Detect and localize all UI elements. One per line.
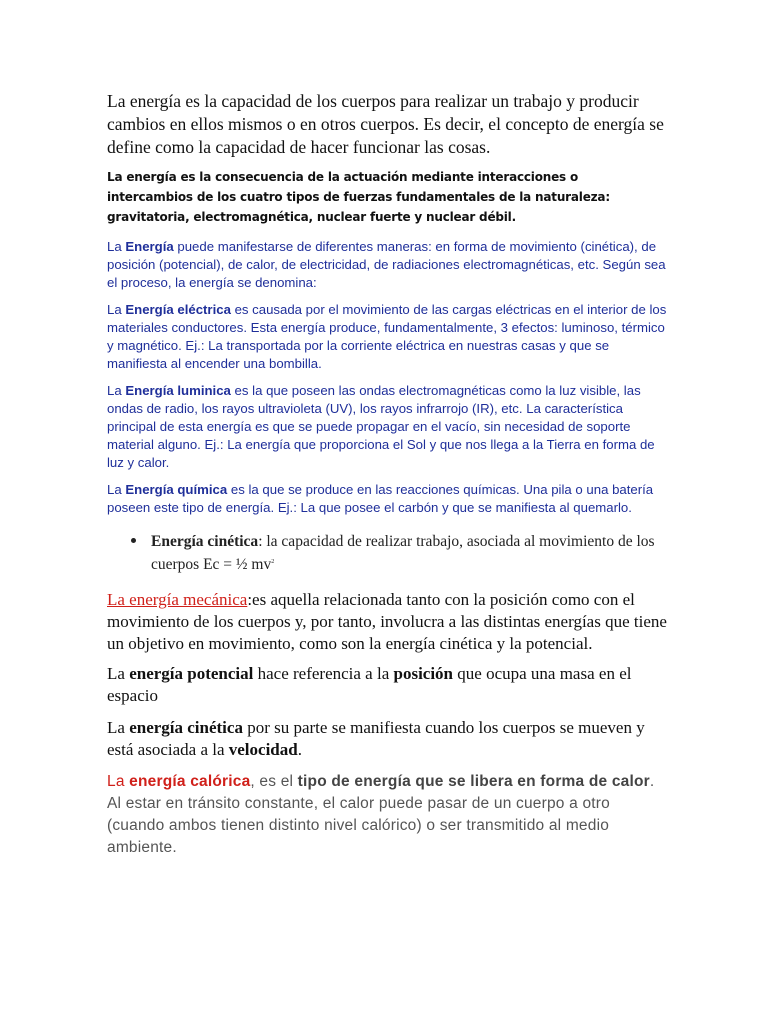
luminica-rest: es la que poseen las ondas electromagnéticas como la luz visible, las ondas de radio, los rayos ultravioleta (UV), los rayos infrarrojo (IR), etc. La característica principal de esta energía es que se puede propagar en el vacío, sin necesidad de soporte material alguno. Ej.: La energía que proporciona el Sol y que nos llega a la Tierra en forma de luz y calor. — [107, 383, 655, 470]
cinetica-term2: velocidad — [228, 740, 298, 760]
calorica-mid: , es el — [250, 773, 298, 791]
calorica-pre: La — [107, 773, 130, 791]
potencial-pre: La — [107, 664, 130, 684]
energia-mecanica-paragraph — [107, 589, 667, 655]
electrica-term: Energía eléctrica — [125, 302, 231, 317]
energia-quimica-paragraph — [107, 481, 667, 517]
fuerzas-paragraph: La energía es la consecuencia de la actuación mediante interacciones o intercambios de los cuatro tipos de fuerzas fundamentales de la naturaleza: gravitatoria, electromagnética, nuclear fuerte y nuclear débil. — [107, 170, 610, 224]
calorica-rest: . Al estar en tránsito constante, el calor puede pasar de un cuerpo a otro (cuando ambos tienen distinto nivel calórico) o ser transmitido al medio ambiente. — [107, 773, 655, 857]
list-item-energia-cinetica — [107, 531, 667, 575]
potencial-term: energía potencial — [129, 664, 254, 684]
quimica-rest: es la que se produce en las reacciones químicas. Una pila o una batería poseen este tipo de energía. Ej.: La que posee el carbón y que se manifiesta al quemarlo. — [107, 482, 654, 515]
quimica-term: Energía química — [125, 482, 228, 497]
energia-potencial-paragraph — [107, 663, 667, 707]
calorica-term: energía calórica — [129, 773, 251, 791]
quimica-pre: La — [107, 482, 126, 497]
intro-paragraph: La energía es la capacidad de los cuerpos para realizar un trabajo y producir cambios en ellos mismos o en otros cuerpos. Es decir, el concepto de energía se define como la capacidad de hacer funcionar las cosas. — [107, 91, 664, 157]
bullet-dot-icon — [131, 538, 136, 543]
potencial-mid: hace referencia a la — [253, 664, 394, 684]
luminica-pre: La — [107, 383, 126, 398]
energia-cinetica-paragraph — [107, 717, 667, 761]
cinetica-pre: La — [107, 718, 130, 738]
electrica-rest: es causada por el movimiento de las cargas eléctricas en el interior de los materiales conductores. Esta energía produce, fundamentalmente, 3 efectos: luminoso, térmico y magnético. Ej.: La transportada por la corriente eléctrica en nuestras casas y que se manifiesta al encender una bombilla. — [107, 302, 667, 371]
potencial-rest: que ocupa una masa en el espacio — [107, 664, 632, 706]
energia-calorica-paragraph — [107, 771, 667, 859]
formas-rest: puede manifestarse de diferentes maneras: en forma de movimiento (cinética), de posición (potencial), de calor, de electricidad, de radiaciones electromagnéticas, etc. Según sea el proceso, la energía se denomina: — [107, 239, 666, 290]
bullet-cinetica-sup: 2 — [271, 559, 275, 565]
electrica-pre: La — [107, 302, 126, 317]
document-page — [107, 90, 667, 859]
cinetica-mid: por su parte se manifiesta cuando los cuerpos se mueven y está asociada a la — [107, 718, 645, 760]
cinetica-rest: . — [297, 740, 302, 760]
mecanica-link[interactable]: La energía mecánica — [107, 590, 248, 610]
potencial-term2: posición — [393, 664, 454, 684]
luminica-term: Energía luminica — [125, 383, 231, 398]
formas-term: Energía — [125, 239, 174, 254]
formas-energia-paragraph — [107, 238, 667, 292]
calorica-term2: tipo de energía que se libera en forma de calor — [297, 773, 650, 791]
energia-electrica-paragraph — [107, 301, 667, 373]
bullet-cinetica-term: Energía cinética — [151, 533, 259, 550]
bullet-cinetica-rest: : la capacidad de realizar trabajo, asociada al movimiento de los cuerpos Ec = ½ mv — [151, 533, 655, 574]
mecanica-rest: :es aquella relacionada tanto con la posición como con el movimiento de los cuerpos y, por tanto, involucra a las distintas energías que tiene un objetivo en movimiento, como son la energía cinética y la potencial. — [107, 590, 667, 654]
cinetica-term: energía cinética — [129, 718, 243, 738]
bullet-list — [107, 531, 667, 575]
energia-luminica-paragraph — [107, 382, 667, 472]
formas-pre: La — [107, 239, 126, 254]
